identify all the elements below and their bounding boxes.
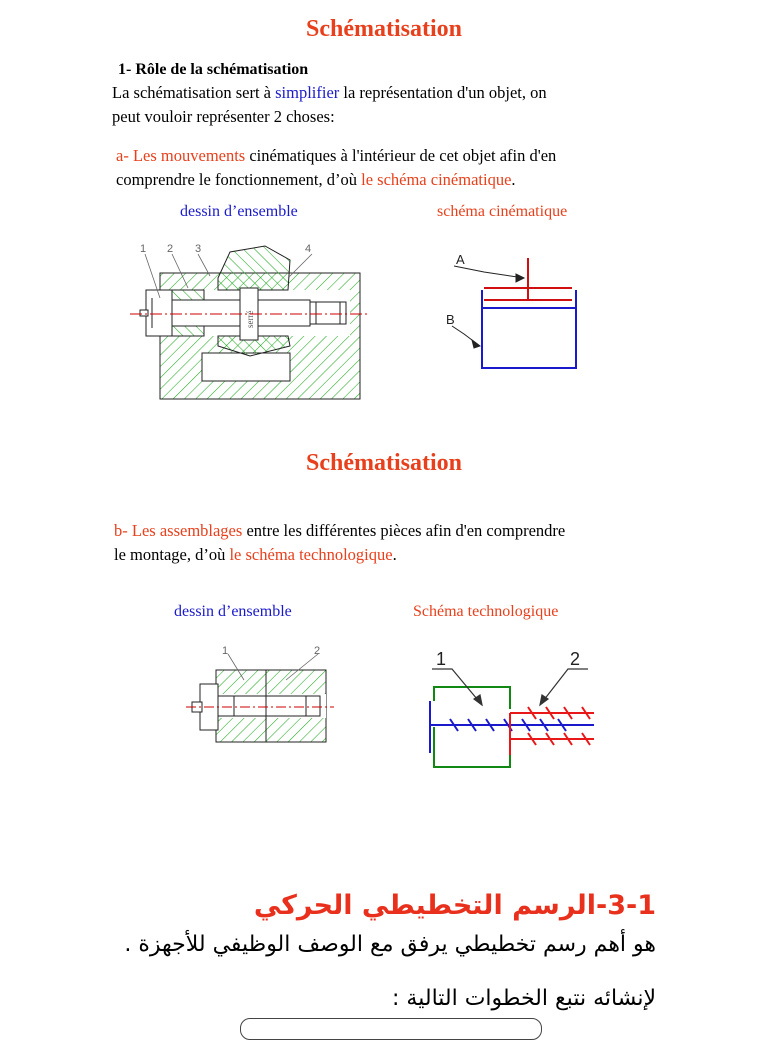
point-a-line-1: a- Les mouvements cinématiques à l'intérieur de cet objet afin d'en [116, 146, 557, 165]
part-3 [218, 246, 290, 290]
label-big-2: 2 [570, 649, 581, 669]
serre-label: serré [245, 310, 255, 328]
label-B: B [446, 312, 455, 327]
label-1b: 1 [222, 645, 229, 657]
label-A: A [456, 252, 465, 267]
part-2-red [510, 707, 594, 755]
mouvements-highlight: mouvements [160, 146, 246, 165]
label-2: 2 [167, 243, 174, 255]
schema-cinematique-highlight: le schéma cinématique [361, 170, 512, 189]
caption-schema-technologique: Schéma technologique [413, 603, 559, 620]
label-1: 1 [140, 243, 147, 255]
caption-schema-cinematique: schéma cinématique [437, 203, 568, 220]
label-4: 4 [305, 243, 312, 255]
section1-title: Schématisation [306, 16, 462, 42]
intro-line-1: La schématisation sert à simplifier la représentation d'un objet, on [112, 83, 547, 102]
technological-schema [424, 645, 604, 770]
part-1-green [434, 687, 510, 767]
label-2b: 2 [314, 645, 321, 657]
arabic-line-2: لإنشائه نتبع الخطوات التالية : [392, 986, 656, 1011]
arabic-line-1: هو أهم رسم تخطيطي يرفق مع الوصف الوظيفي للأجهزة . [124, 932, 656, 957]
assembly-drawing-2 [186, 640, 336, 750]
kinematic-schema [440, 250, 580, 375]
point-b-line-1: b- Les assemblages entre les différentes pièces afin d'en comprendre [114, 521, 566, 540]
label-big-1: 1 [436, 649, 447, 669]
section-heading: 1- Rôle de la schématisation [118, 61, 309, 78]
assembly-drawing-1 [130, 238, 370, 408]
container-b [482, 290, 576, 368]
caption-dessin-ensemble-2: dessin d’ensemble [174, 603, 292, 620]
point-b-line-2: le montage, d’où le schéma technologique. [114, 545, 397, 564]
intro-line-2: peut vouloir représenter 2 choses: [112, 107, 335, 126]
section2-title: Schématisation [306, 450, 462, 476]
arabic-heading: 3-1-الرسم التخطيطي الحركي [253, 890, 656, 921]
assemblages-highlight: assemblages [159, 521, 243, 540]
schema-technologique-highlight: le schéma technologique [229, 545, 393, 564]
caption-dessin-ensemble-1: dessin d’ensemble [180, 203, 298, 220]
point-a-line-2: comprendre le fonctionnement, d’où le schéma cinématique. [116, 170, 516, 189]
label-3: 3 [195, 243, 202, 255]
next-box-edge [240, 1018, 542, 1040]
simplifier-highlight: simplifier [275, 83, 340, 102]
